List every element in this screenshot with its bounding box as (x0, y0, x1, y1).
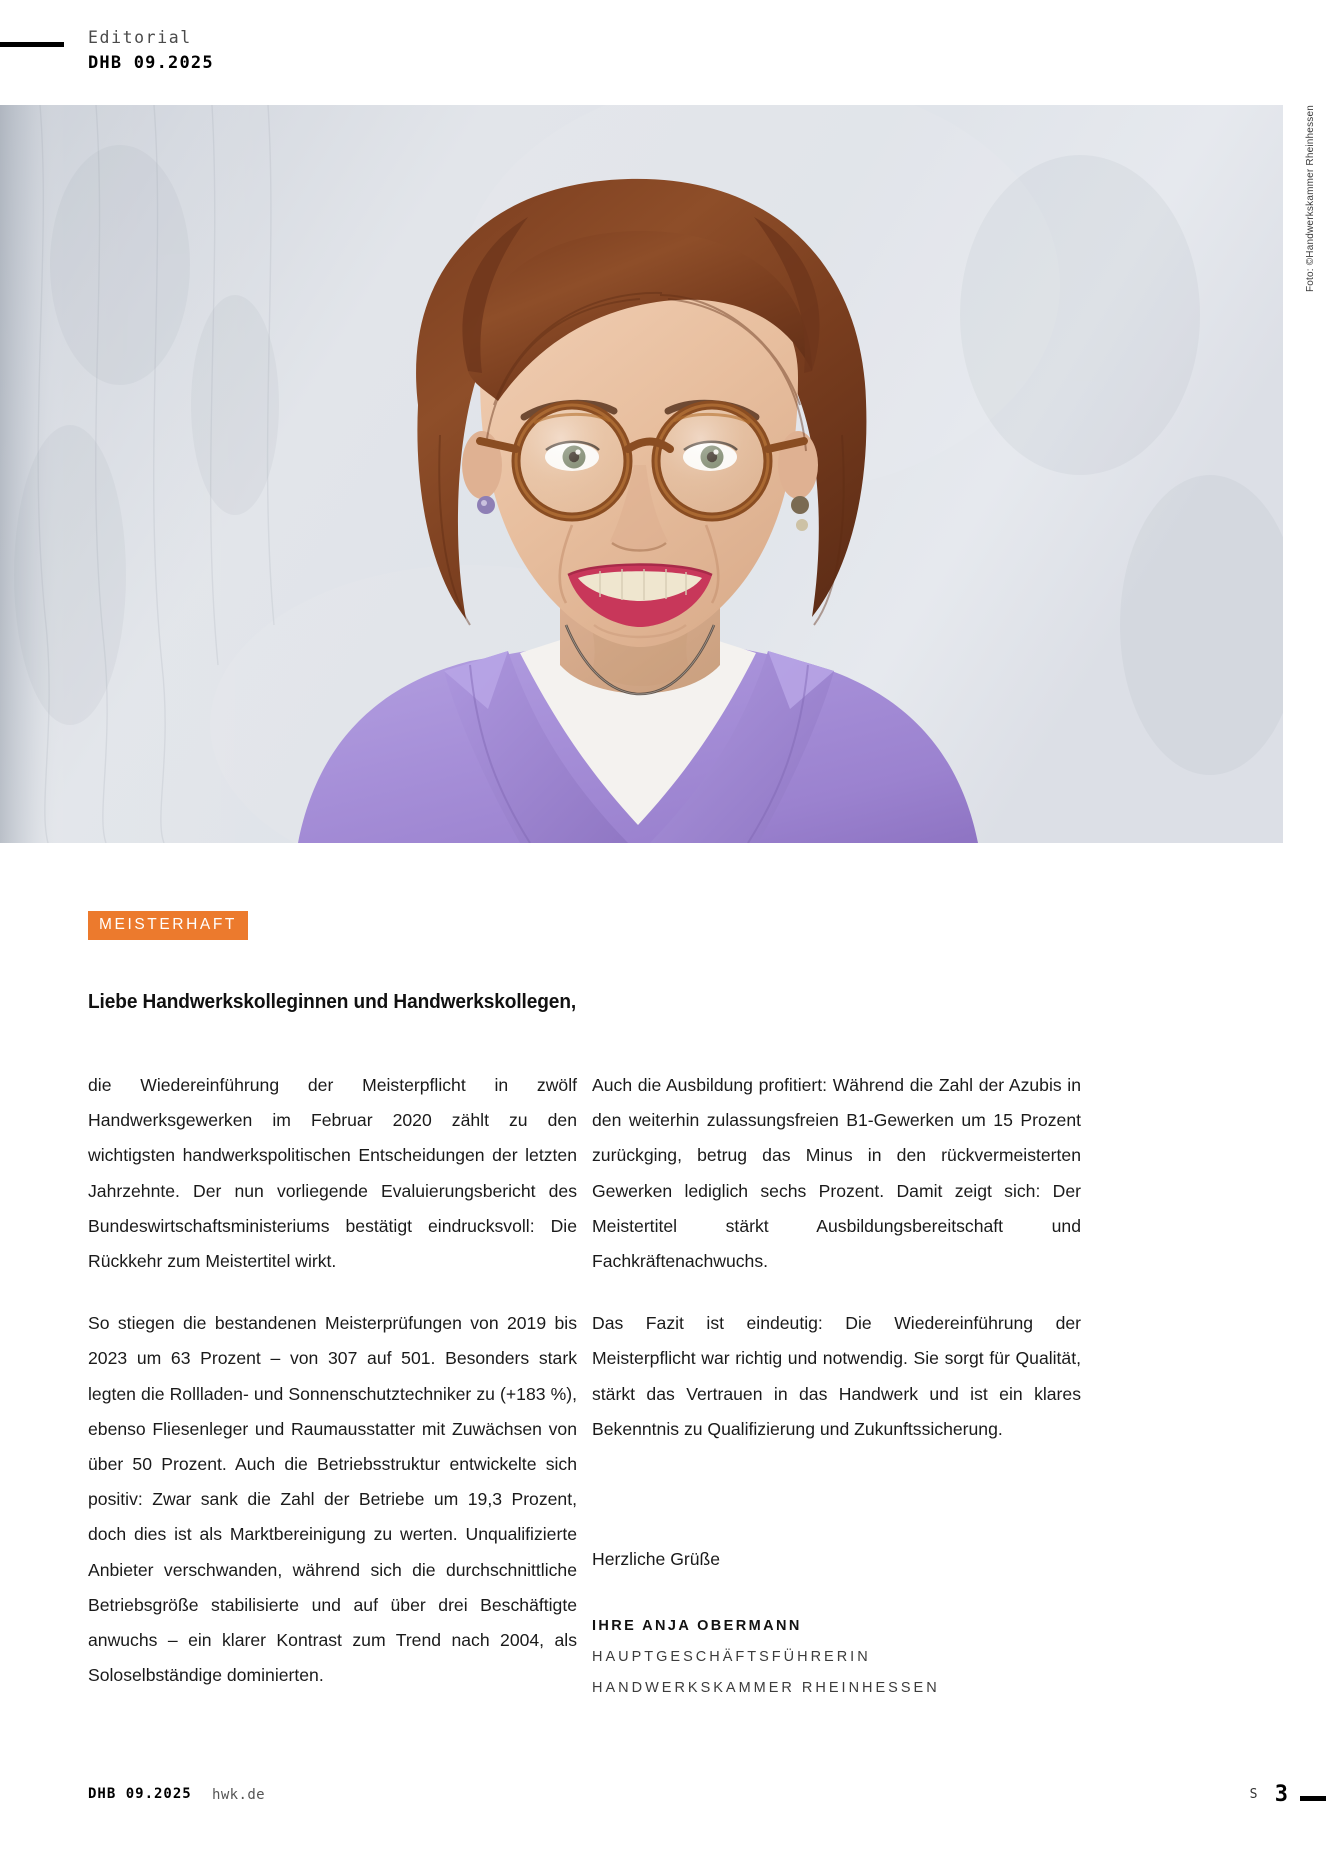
paragraph: die Wiedereinführung der Meisterpflicht in zwölf Handwerksgewerken im Februar 2020 zählt zu den wichtigsten handwerkspolitischen Entscheidungen der letzten Jahrzehnte. Der nun vorliegende Evaluierungsbericht des Bundeswirtschaftsministeriums bestätigt eindrucksvoll: Die Rückkehr zum Meistertitel wirkt. (88, 1075, 577, 1272)
paragraph: Das Fazit ist eindeutig: Die Wiedereinführung der Meisterpflicht war richtig und notwendig. Sie sorgt für Qualität, stärkt das Vertrauen in das Handwerk und ist ein klares Bekenntnis zu Qualifizierung und Zukunftssicherung. (592, 1313, 1081, 1439)
page-footer (0, 1782, 1326, 1812)
signature-block (592, 1548, 1092, 1711)
header-kicker: Editorial (88, 28, 192, 47)
signature-organization: HANDWERKSKAMMER RHEINHESSEN (592, 1679, 940, 1696)
header-issue: DHB 09.2025 (88, 53, 214, 73)
body-column-left (88, 1068, 577, 1693)
footer-issue: DHB 09.2025 (88, 1786, 192, 1802)
category-badge: MEISTERHAFT (88, 911, 248, 940)
footer-website[interactable]: hwk.de (212, 1787, 265, 1803)
paragraph: Auch die Ausbildung profitiert: Während die Zahl der Azubis in den weiterhin zulassungsfreien B1-Gewerken um 15 Prozent zurückging, betrug das Minus in den rückvermeisterten Gewerken lediglich sechs Prozent. Damit zeigt sich: Der Meistertitel stärkt Ausbildungsbereitschaft und Fachkräftenachwuchs. (592, 1075, 1081, 1272)
header-rule (0, 42, 64, 47)
photo-credit (1292, 105, 1318, 405)
signature-name: IHRE ANJA OBERMANN (592, 1617, 802, 1634)
paragraph: So stiegen die bestandenen Meisterprüfungen von 2019 bis 2023 um 63 Prozent – von 307 auf 501. Besonders stark legten die Rollladen- und Sonnenschutztechniker zu (+183 %), ebenso Fliesenleger und Raumausstatter mit Zuwächsen von über 50 Prozent. Auch die Betriebsstruktur entwickelte sich positiv: Zwar sank die Zahl der Betriebe um 19,3 Prozent, doch dies ist als Marktbereinigung zu werten. Unqualifizierte Anbieter verschwanden, während sich die durchschnittliche Betriebsgröße stabilisierte und auf über drei Beschäftigte anwuchs – ein klarer Kontrast zum Trend nach 2004, als Soloselbständige dominierten. (88, 1313, 577, 1686)
footer-page-label: S (1249, 1787, 1258, 1802)
portrait-illustration (0, 105, 1283, 843)
footer-rule (1300, 1796, 1326, 1801)
editorial-portrait-photo (0, 105, 1283, 843)
body-column-right (592, 1068, 1081, 1447)
page-header (0, 28, 1326, 92)
salutation: Liebe Handwerkskolleginnen und Handwerkskollegen, (88, 990, 577, 1013)
footer-page-number: 3 (1274, 1782, 1288, 1807)
signature-greeting: Herzliche Grüße (592, 1549, 721, 1569)
photo-credit-text: Foto: ©Handwerkskammer Rheinhessen (1305, 105, 1316, 293)
signature-role: HAUPTGESCHÄFTSFÜHRERIN (592, 1648, 871, 1665)
